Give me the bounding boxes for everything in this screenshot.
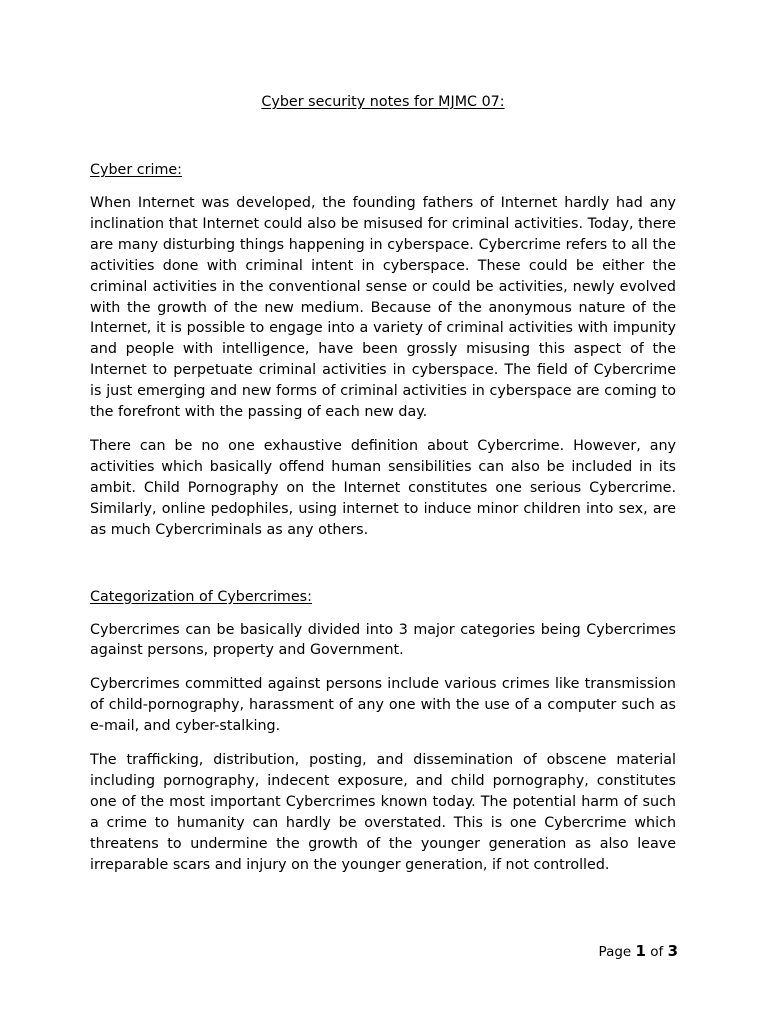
current-page-number: 1 xyxy=(635,942,646,960)
paragraph-categorization-2: Cybercrimes committed against persons include various crimes like transmission of child-pornography, harassment of any one with the use of a computer such as e-mail, and cyber-stalking. xyxy=(90,676,676,735)
page-content xyxy=(90,92,676,875)
section-heading-categorization: Categorization of Cybercrimes: xyxy=(90,588,312,605)
total-pages-number: 3 xyxy=(667,942,678,960)
paragraph-cyber-crime-2: There can be no one exhaustive definition about Cybercrime. However, any activities which basically offend human sensibilities can also be included in its ambit. Child Pornography on the Internet constitutes one serious Cybercrime. Similarly, online pedophiles, using internet to induce minor children into sex, are as much Cybercriminals as any others. xyxy=(90,437,676,538)
document-title: Cyber security notes for MJMC 07: xyxy=(261,94,505,110)
page-number-footer xyxy=(599,941,678,962)
paragraph-cyber-crime-1: When Internet was developed, the founding fathers of Internet hardly had any inclination that Internet could also be misused for criminal activities. Today, there are many disturbing things happening in cyberspace. Cybercrime refers to all the activities done with criminal intent in cyberspace. These could be either the criminal activities in the conventional sense or could be activities, newly evolved with the growth of the new medium. Because of the anonymous nature of the Internet, it is possible to engage into a variety of criminal activities with impunity and people with intelligence, have been grossly misusing this aspect of the Internet to perpetuate criminal activities in cyberspace. The field of Cybercrime is just emerging and new forms of criminal activities in cyberspace are coming to the forefront with the passing of each new day. xyxy=(90,195,676,421)
paragraph-categorization-1: Cybercrimes can be basically divided into 3 major categories being Cybercrimes against persons, property and Government. xyxy=(90,621,676,659)
section-heading-cyber-crime: Cyber crime: xyxy=(90,162,182,178)
paragraph-categorization-3: The trafficking, distribution, posting, and dissemination of obscene material including pornography, indecent exposure, and child pornography, constitutes one of the most important Cybercrimes known today. The potential harm of such a crime to humanity can hardly be overstated. This is one Cybercrime which threatens to undermine the growth of the younger generation as also leave irreparable scars and injury on the younger generation, if not controlled. xyxy=(90,752,676,873)
of-label: of xyxy=(650,944,664,960)
page-label: Page xyxy=(598,944,632,960)
